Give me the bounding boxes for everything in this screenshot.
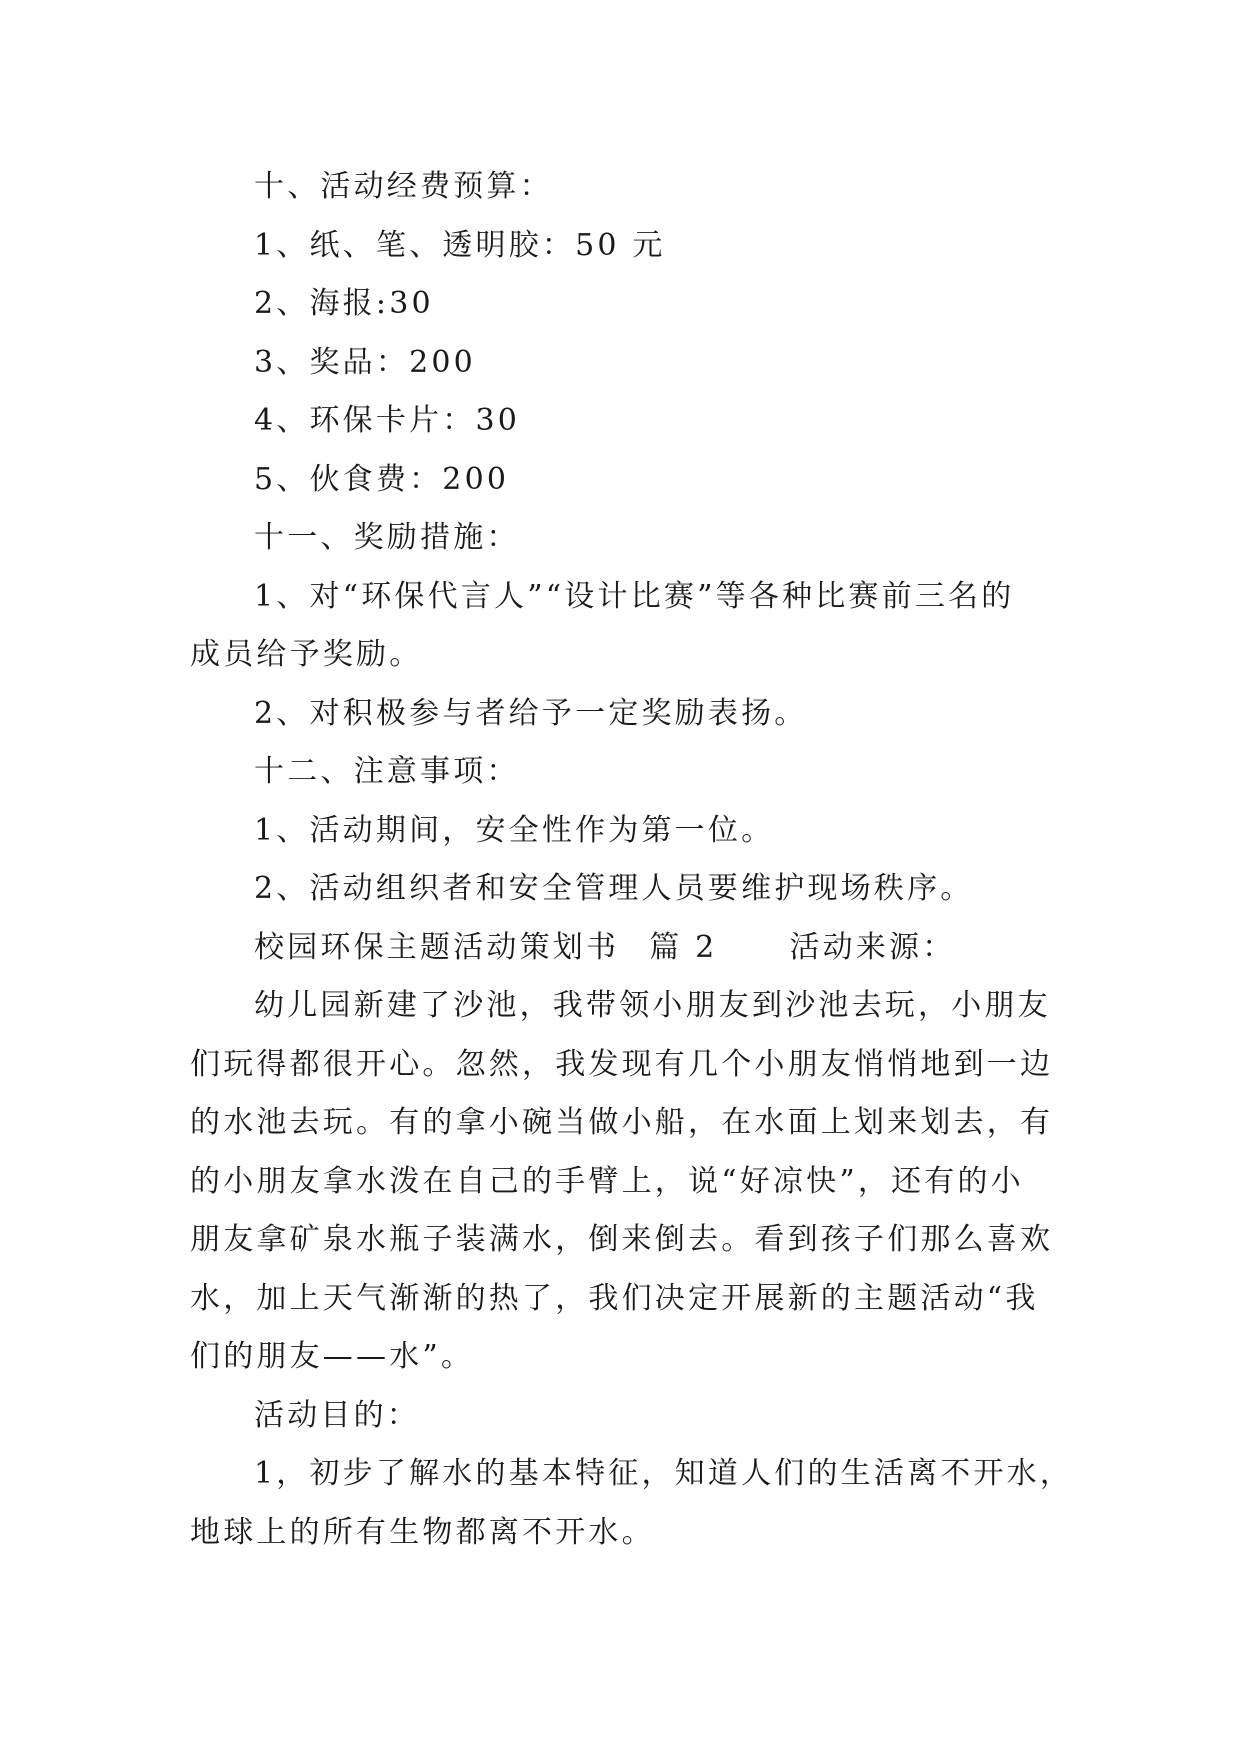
part-2-header <box>190 919 1050 978</box>
part-2-title: 校园环保主题活动策划书 <box>254 929 620 965</box>
budget-item-4: 4、环保卡片：30 <box>254 403 521 438</box>
budget-item-3: 3、奖品：200 <box>254 344 476 380</box>
source-paragraph-line-5: 朋友拿矿泉水瓶子装满水，倒来倒去。看到孩子们那么喜欢 <box>190 1222 1054 1257</box>
source-paragraph-line-3: 的水池去玩。有的拿小碗当做小船，在水面上划来划去，有 <box>190 1105 1054 1140</box>
notice-item-2: 2、活动组织者和安全管理人员要维护现场秩序。 <box>254 871 974 906</box>
budget-item-1: 1、纸、笔、透明胶：50 元 <box>254 227 666 263</box>
budget-item-2: 2、海报:30 <box>254 286 434 321</box>
source-heading: 活动来源： <box>789 929 956 965</box>
reward-item-1-line-1: 1、对“环保代言人”“设计比赛”等各种比赛前三名的 <box>254 578 1015 614</box>
source-paragraph-line-6: 水，加上天气渐渐的热了，我们决定开展新的主题活动“我 <box>190 1280 1039 1316</box>
notice-item-1: 1、活动期间，安全性作为第一位。 <box>254 812 775 848</box>
source-paragraph-line-2: 们玩得都很开心。忽然，我发现有几个小朋友悄悄地到一边 <box>190 1046 1054 1082</box>
document-body <box>190 158 1074 1562</box>
reward-item-2: 2、对积极参与者给予一定奖励表扬。 <box>254 695 808 731</box>
reward-item-1-line-2: 成员给予奖励。 <box>190 637 423 672</box>
section-11-heading: 十一、奖励措施： <box>254 520 520 555</box>
part-2-label: 篇 2 <box>649 929 718 965</box>
goal-heading: 活动目的： <box>254 1397 420 1433</box>
budget-item-5: 5、伙食费：200 <box>254 461 510 497</box>
source-paragraph-line-7: 们的朋友——水”。 <box>190 1339 475 1374</box>
goal-1-line-1: 1，初步了解水的基本特征，知道人们的生活离不开水， <box>254 1456 1074 1491</box>
section-10-heading: 十、活动经费预算： <box>254 169 553 204</box>
source-paragraph-line-1: 幼儿园新建了沙池，我带领小朋友到沙池去玩，小朋友 <box>254 988 1051 1023</box>
section-12-heading: 十二、注意事项： <box>254 754 520 789</box>
goal-1-line-2: 地球上的所有生物都离不开水。 <box>190 1514 655 1550</box>
source-paragraph-line-4: 的小朋友拿水泼在自己的手臂上，说“好凉快”，还有的小 <box>190 1163 1024 1199</box>
